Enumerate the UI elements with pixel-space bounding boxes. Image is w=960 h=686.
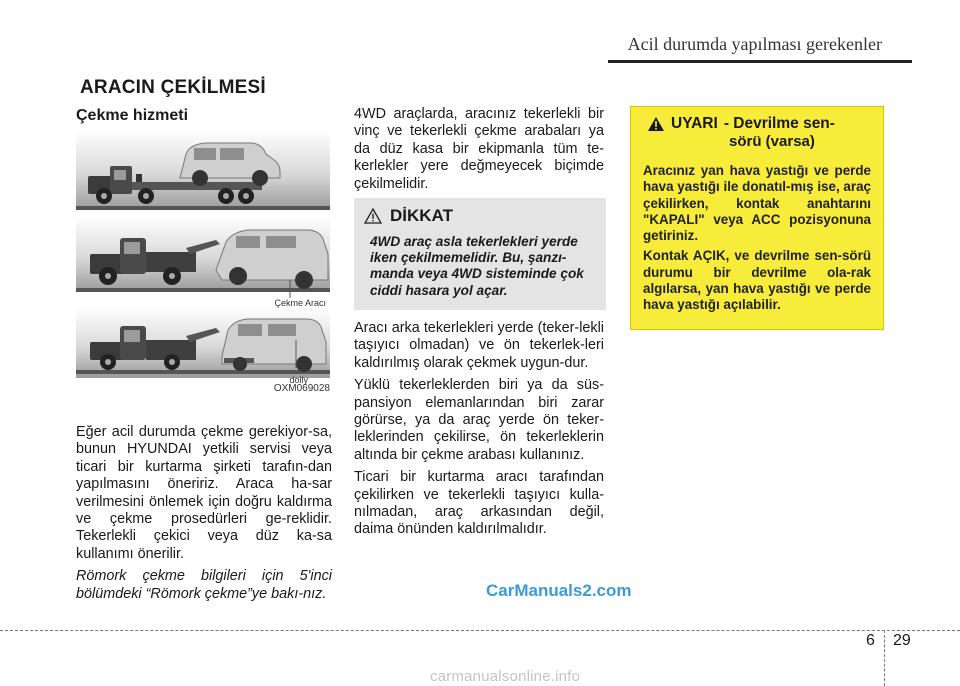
page-number-divider (884, 630, 885, 686)
warning-subtitle-1: - Devrilme sen- (723, 115, 835, 132)
warning-subtitle-2: sörü (varsa) (729, 133, 815, 150)
caution-body: 4WD araç asla tekerlekleri yerde iken çekilmemelidir. Bu, şanzı-manda veya 4WD sisteminde çok ciddi hasara yol açar. (370, 234, 584, 298)
towed-car-icon (216, 230, 328, 289)
tow-vehicle-label: Çekme Aracı (274, 298, 326, 308)
header-title: Acil durumda yapılması gerekenler (627, 34, 882, 54)
col2-paragraph-2: Aracı arka tekerlekleri yerde (teker-lekli taşıyıcı olmadan) ve ön tekerlek-leri kaldırılmış olarak çekmek uygun-dur. (354, 320, 604, 371)
footer-divider (0, 630, 960, 631)
chapter-number: 6 (866, 632, 875, 649)
dolly-label: dolly (289, 375, 308, 385)
warning-box (630, 106, 884, 330)
caution-triangle-icon (364, 208, 382, 224)
dolly-car-icon (222, 319, 326, 372)
warning-paragraph-2: Kontak AÇIK, ve devrilme sen-sörü durumu bir devrilme ola-rak algılarsa, yan hava yastığı ve perde hava yastığı açılabilir. (643, 248, 871, 313)
warning-header (647, 115, 875, 150)
col2-paragraph-1: 4WD araçlarda, aracınız tekerlekli bir vinç ve tekerlekli çekme arabaları ya da düz kasa bir ekipmanla tüm te-kerlekler yere değmeyecek biçimde çekilmelidir. (354, 106, 604, 192)
warning-title: UYARI (671, 115, 718, 132)
warning-triangle-icon (647, 116, 665, 132)
warning-paragraph-1: Aracınız yan hava yastığı ve perde hava yastığı ile donatıl-mış ise, araç çekilirken, kontak anahtarını "KAPALI" veya ACC pozisyonuna getiriniz. (643, 163, 871, 244)
header-rule (608, 60, 912, 63)
warning-body (643, 163, 871, 318)
page-number: 29 (893, 632, 911, 649)
column-1 (76, 424, 332, 608)
towing-illustration (76, 130, 330, 385)
column-2-top (354, 106, 604, 198)
col2-paragraph-3: Yüklü tekerleklerden biri ya da süs-pansiyon elemanlarından biri zarar görürse, ya da araç yerde ön teker-leklerinden çekilirse, ön tekerleklerin altında bir çekme arabası kullanınız. (354, 377, 604, 463)
caution-header (364, 206, 453, 226)
figure-code: OXM069028 (273, 383, 330, 394)
col1-paragraph-1: Eğer acil durumda çekme gerekiyor-sa, bunun HYUNDAI yetkili servisi veya ticari bir kurtarma şirketi tarafın-dan yapılmasını öneririz. Araca ha-sar verilmesini önlemek için doğru kaldırma ve çekme prosedürleri ge-reklidir. Tekerlekli çekici veya düz ka-sa kullanımı önerilir. (76, 424, 332, 562)
section-title: ARACIN ÇEKİLMESİ (80, 77, 266, 98)
watermark-link[interactable]: CarManuals2.com (486, 581, 632, 600)
caution-title: DİKKAT (390, 206, 453, 225)
sub-title: Çekme hizmeti (76, 107, 189, 124)
column-2-bottom (354, 320, 604, 544)
col1-paragraph-2: Römork çekme bilgileri için 5'inci bölümdeki “Römork çekme”ye bakı-nız. (76, 568, 332, 602)
footer-watermark: carmanualsonline.info (430, 668, 581, 685)
col2-paragraph-4: Ticari bir kurtarma aracı tarafından çekilirken ve tekerlekli taşıyıcı kulla-nılmadan, araç arkasından değil, daima önünden kaldırılmalıdır. (354, 469, 604, 538)
caution-box (354, 198, 606, 310)
